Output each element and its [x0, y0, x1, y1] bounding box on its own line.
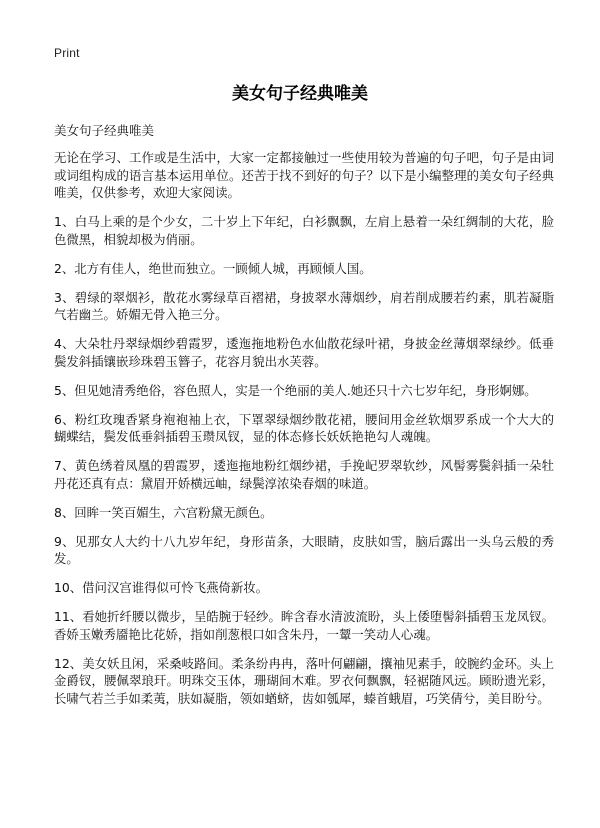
paragraph-1: 1、白马上乘的是个少女，二十岁上下年纪，白衫飘飘，左肩上悬着一朵红绸制的大花，脸色微黑，相貌却极为俏丽。: [54, 214, 554, 247]
paragraph-2: 2、北方有佳人，绝世而独立。一顾倾人城，再顾倾人国。: [54, 260, 372, 276]
document-subtitle: 美女句子经典唯美: [54, 123, 155, 138]
page-title: 美女句子经典唯美: [232, 84, 368, 104]
paragraph-12: 12、美女妖且闲，采桑岐路间。柔条纷冉冉，落叶何翩翩，攘袖见素手，皎腕约金环。头上金爵钗，腰佩翠琅玕。明珠交玉体，珊瑚间木难。罗衣何飘飘，轻裾随风远。顾盼遗光彩，长啸气若兰手如柔荑，肤如凝脂，领如蝤蛴，齿如瓠犀，螓首蛾眉，巧笑倩兮，美目盼兮。: [54, 655, 554, 706]
paragraph-9: 9、见那女人大约十八九岁年纪，身形苗条，大眼睛，皮肤如雪，脑后露出一头乌云般的秀发。: [54, 533, 554, 566]
paragraph-6: 6、粉红玫瑰香紧身袍袍袖上衣，下罩翠绿烟纱散花裙，腰间用金丝软烟罗系成一个大大的蝴蝶结，鬓发低垂斜插碧玉瓒凤钗，显的体态修长妖妖艳艳勾人魂魄。: [54, 411, 554, 444]
paragraph-11: 11、看她折纤腰以微步，呈皓腕于轻纱。眸含春水清波流盼，头上倭堕髻斜插碧玉龙凤钗。香娇玉嫩秀靥艳比花娇，指如削葱根口如含朱丹，一颦一笑动人心魂。: [54, 609, 554, 642]
paragraph-5: 5、但见她清秀绝俗，容色照人，实是一个绝丽的美人.她还只十六七岁年纪，身形婀娜。: [54, 382, 537, 398]
document-body: [54, 149, 554, 719]
paragraph-7: 7、黄色绣着凤凰的碧霞罗，逶迤拖地粉红烟纱裙，手挽屺罗翠软纱，风髻雾鬓斜插一朵牡丹花还真有点：黛眉开娇横远岫，绿鬓淳浓染春烟的味道。: [54, 458, 554, 491]
paragraph-intro: 无论在学习、工作或是生活中，大家一定都接触过一些使用较为普遍的句子吧，句子是由词或词组构成的语言基本运用单位。还苦于找不到好的句子？以下是小编整理的美女句子经典唯美，仅供参考，欢迎大家阅读。: [54, 150, 554, 200]
paragraph-3: 3、碧绿的翠烟衫，散花水雾绿草百褶裙，身披翠水薄烟纱，肩若削成腰若约素，肌若凝脂气若幽兰。娇媚无骨入艳三分。: [54, 289, 554, 322]
paragraph-10: 10、借问汉宫谁得似可怜飞燕倚新妆。: [54, 580, 269, 595]
paragraph-4: 4、大朵牡丹翠绿烟纱碧霞罗，逶迤拖地粉色水仙散花绿叶裙，身披金丝薄烟翠绿纱。低垂鬓发斜插镶嵌珍珠碧玉簪子，花容月貌出水芙蓉。: [54, 336, 554, 369]
paragraph-8: 8、回眸一笑百媚生，六宫粉黛无颜色。: [54, 504, 273, 520]
print-label: Print: [54, 46, 80, 60]
